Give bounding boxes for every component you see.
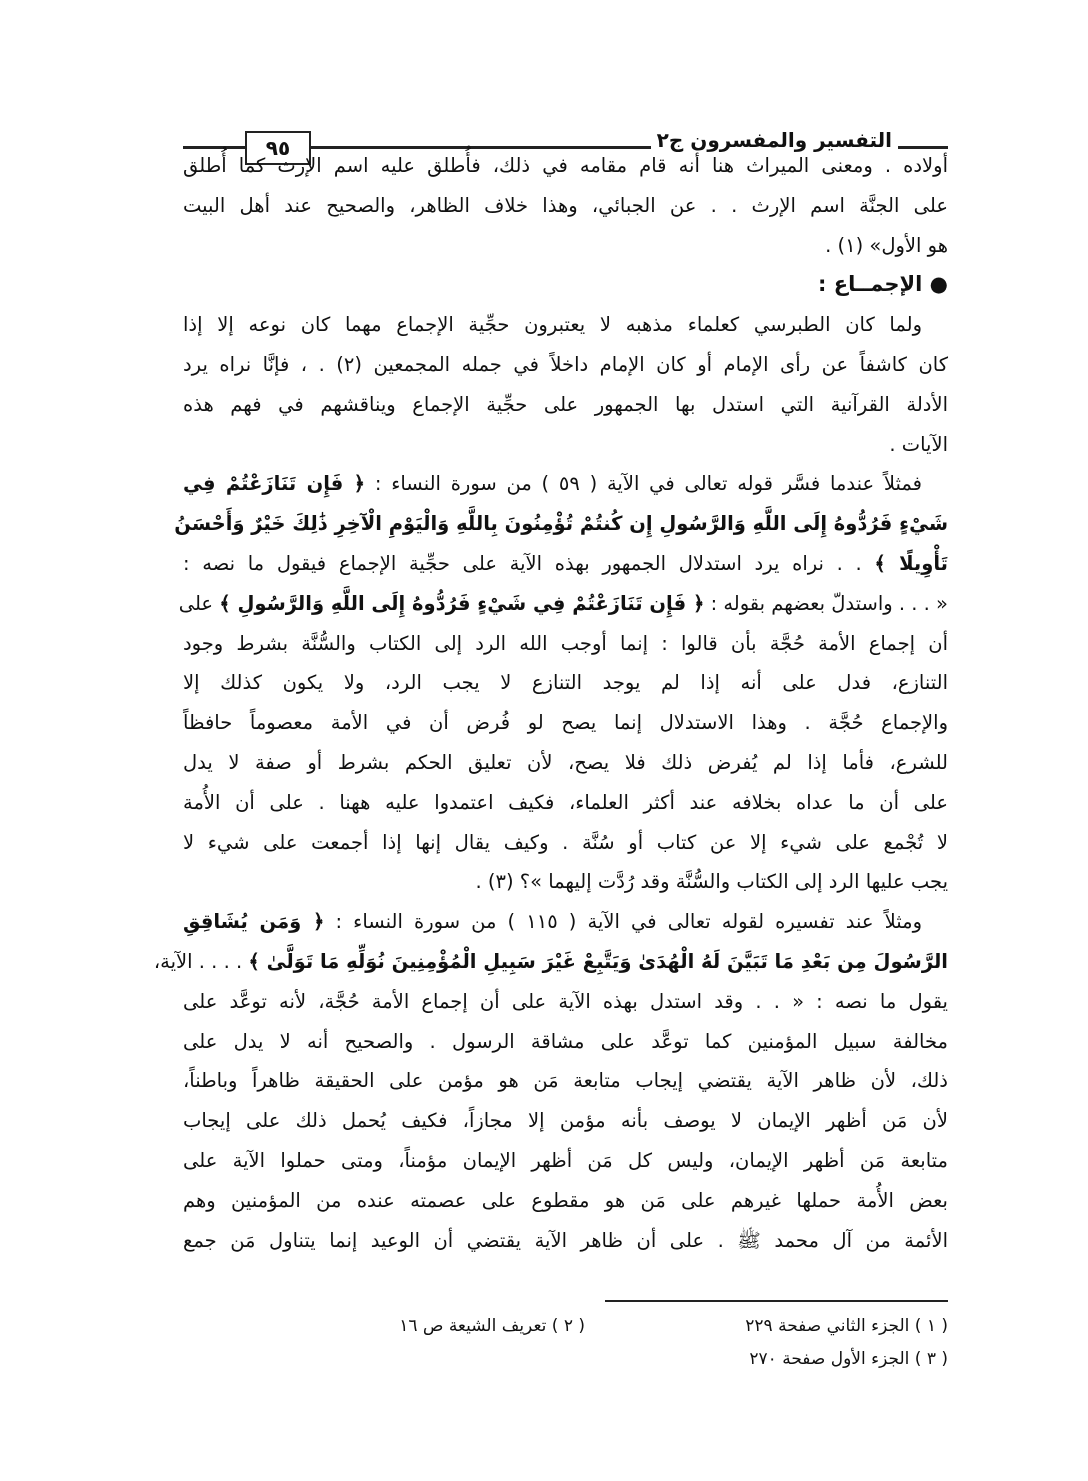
section-heading [183,265,948,305]
quran-verse: ﴿ فَإِن تَنَازَعْتُمْ فِي [183,472,366,496]
text-line [183,1022,948,1062]
text-line [183,345,948,385]
text-segment: مخالفة سبيل المؤمنين كما توعَّد على مشاقة الرسول . والصحيح أنه لا يدل على [183,1029,948,1053]
text-line [183,464,948,504]
text-line [183,743,948,783]
text-segment: للشرع، فأما إذا لم يُفرض ذلك فلا يصح، لأن تعليق الحكم بشرط أو صفة لا يدل [183,750,948,774]
text-segment: على [178,591,220,615]
footnote-rule [605,1300,948,1302]
text-segment: يقول ما نصه : « . . وقد استدل بهذه الآية على أن إجماع الأمة حُجَّة، لأنه توعَّد على [183,989,948,1013]
quran-verse: الرَّسُولَ مِن بَعْدِ مَا تَبَيَّنَ لَهُ الْهُدَىٰ وَيَتَّبِعْ غَيْرَ سَبِيلِ الْمُؤْمِنِينَ نُوَلِّهِ مَا تَوَلَّىٰ ﴾ [248,949,948,973]
text-segment: لأن مَن أظهر الإيمان لا يوصف بأنه مؤمن إلا مجازاً، فكيف يُحمل ذلك على إيجاب [183,1109,948,1133]
footnote-1: ( ١ ) الجزء الثاني صفحة ٢٢٩ [745,1316,948,1336]
text-segment: هو الأول» (١) . [825,233,948,257]
page-number: ٩٥ [245,131,311,165]
quran-verse: ﴿ وَمَن يُشَاقِقِ [183,910,325,934]
text-segment: يجب عليها الرد إلى الكتاب والسُّنَّة وقد رُدَّت إليهما »؟ (٣) . [475,870,948,894]
text-line [183,1101,948,1141]
quran-verse: شَيْءٍ فَرُدُّوهُ إِلَى اللَّهِ وَالرَّسُولِ إِن كُنتُمْ تُؤْمِنُونَ بِاللَّهِ وَالْيَوْمِ الْآخِرِ ذَٰلِكَ خَيْرٌ وَأَحْسَنُ [174,512,948,536]
text-segment: أولاده . ومعنى الميراث هنا أنه قام مقامه في ذلك، فأُطلق عليه اسم الإرث كما أُطلق [183,154,948,177]
text-line [183,862,948,902]
text-line [183,425,948,465]
text-segment: أن إجماع الأمة حُجَّة بأن قالوا : إنما أوجب الله الرد إلى الكتاب والسُّنَّة بشرط وجود [183,631,948,655]
text-line [183,385,948,425]
text-line [183,783,948,823]
text-segment: الأدلة القرآنية التي استدل بها الجمهور على حجِّية الإجماع ويناقشهم في فهم هذه [183,392,948,416]
text-line [174,504,948,544]
text-line [183,703,948,743]
footnote-2: ( ٢ ) تعريف الشيعة ص ١٦ [399,1316,585,1336]
text-segment: ● الإجمــاع : [818,272,948,297]
text-segment: كان كاشفاً عن رأى الإمام أو كان الإمام داخلاً في جمله المجمعين (٢) . ، فإنَّا نراه يرد [183,352,948,376]
text-line [153,942,948,982]
text-line [183,1181,948,1221]
quran-verse: تَأْوِيلًا ﴾ [874,551,949,575]
text-segment: فمثلاً عندما فسَّر قوله تعالى في الآية ( ٥٩ ) من سورة النساء : [365,472,923,496]
text-segment: لا تُجْمع على شيء إلا عن كتاب أو سُنَّة . وكيف يقال إنها إذا أجمعت على شيء لا [183,830,948,854]
text-segment: والإجماع حُجَّة . وهذا الاستدلال إنما يصح لو فُرض أن في الأمة معصوماً حافظاً [183,711,948,735]
text-line [183,544,948,584]
running-title: التفسير والمفسرون ج٢ [651,128,898,152]
footnote-3: ( ٣ ) الجزء الأول صفحة ٢٧٠ [749,1349,948,1369]
text-line [183,226,948,266]
text-line [183,982,948,1022]
text-segment: ذلك، لأن ظاهر الآية يقتضي إيجاب متابعة مَن هو مؤمن على الحقيقة ظاهراً وباطناً، [183,1069,948,1093]
text-segment: بعض الأُمة حملها غيرهم على مَن هو مقطوع على عصمته عنده من المؤمنين وهم [183,1188,948,1212]
body-text [153,146,949,1260]
text-segment: متابعة مَن أظهر الإيمان، وليس كل مَن أظهر الإيمان مؤمناً، ومتى حملوا الآية على [183,1148,948,1172]
text-line [183,624,948,664]
text-line [183,186,948,226]
text-segment: على أن ما عداه بخلافه عند أكثر العلماء، فكيف اعتمدوا عليه ههنا . على أن الأُمة [183,790,948,814]
text-segment: الأئمة من آل محمد ﷺ . على أن ظاهر الآية يقتضي أن الوعيد إنما يتناول مَن جمع [183,1228,948,1252]
text-segment: التنازع، فدل على أنه إذا لم يوجد التنازع لا يجب الرد، ولا يكون كذلك إلا [183,671,948,695]
text-line [183,823,948,863]
text-line [183,1141,948,1181]
quran-verse: ﴿ فَإِن تَنَازَعْتُمْ فِي شَيْءٍ فَرُدُّوهُ إِلَى اللَّهِ وَالرَّسُولِ ﴾ [219,591,705,615]
text-line [178,584,948,624]
text-line [183,1221,948,1261]
text-line [183,902,948,942]
text-segment: ولما كان الطبرسي كعلماء مذهبه لا يعتبرون حجِّية الإجماع مهما كان نوعه إلا إذا [183,313,922,337]
text-segment: الآيات . [889,432,948,456]
text-line [183,305,948,345]
text-line [183,146,948,186]
text-segment: . . نراه يرد استدلال الجمهور بهذه الآية على حجِّية الإجماع فيقول ما نصه : [183,551,875,575]
text-segment: « . . . واستدلّ بعضهم بقوله : [704,591,948,615]
text-segment: ومثلاً عند تفسيره لقوله تعالى في الآية ( ١١٥ ) من سورة النساء : [324,910,923,934]
text-segment: على الجنَّة اسم الإرث . . عن الجبائي، وهذا خلاف الظاهر، والصحيح عند أهل البيت [183,193,948,217]
text-line [183,663,948,703]
text-segment: . . . . الآية، [153,949,249,973]
text-line [183,1061,948,1101]
